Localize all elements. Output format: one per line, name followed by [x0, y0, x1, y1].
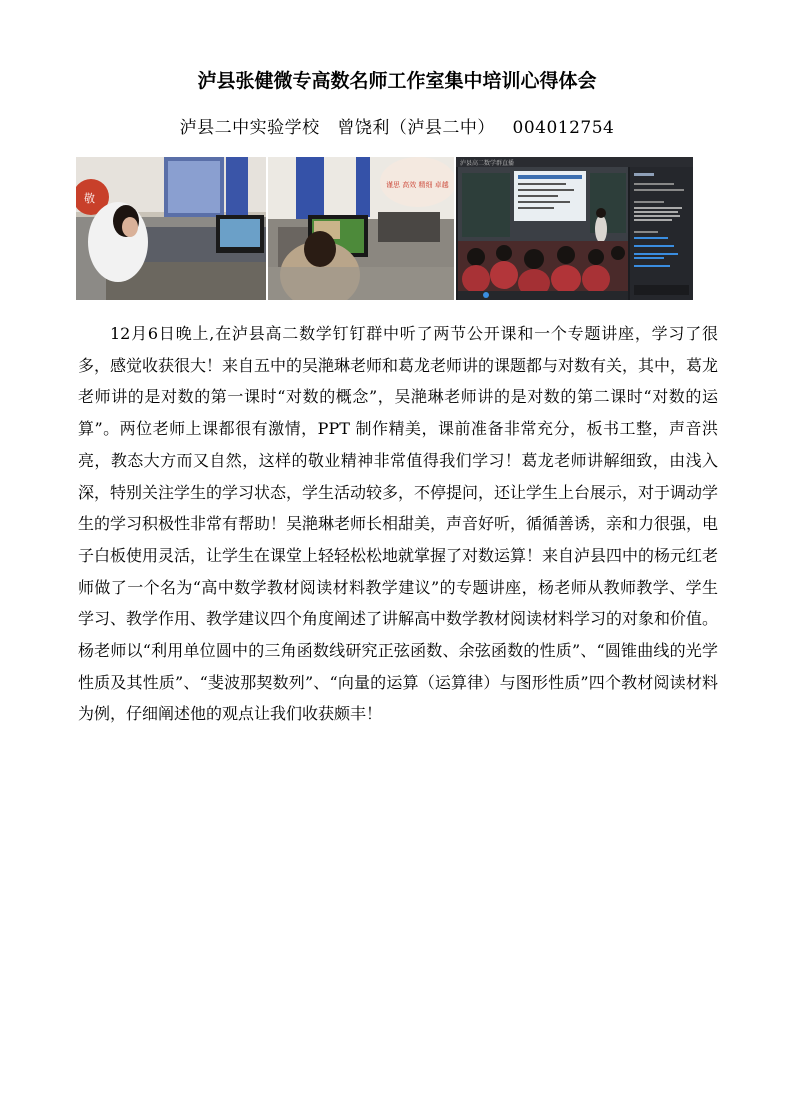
body-text: [78, 318, 718, 730]
body-paragraph: 12月6日晚上,在泸县高二数学钉钉群中听了两节公开课和一个专题讲座，学习了很多，感觉收获很大！来自五中的吴滟琳老师和葛龙老师讲的课题都与对数有关，其中，葛龙老师讲的是对数的第一课时“对数的概念”，吴滟琳老师讲的是对数的第二课时“对数的运算”。两位老师上课都很有激情，PPT 制作精美，课前准备非常充分，板书工整，声音洪亮，教态大方而又自然，这样的敬业精神非常值得我们学习！葛龙老师讲解细致，由浅入深，特别关注学生的学习状态，学生活动较多，不停提问，还让学生上台展示，对于调动学生的学习积极性非常有帮助！吴滟琳老师长相甜美，声音好听，循循善诱，亲和力很强，电子白板使用灵活，让学生在课堂上轻轻松松地就掌握了对数运算！来自泸县四中的杨元红老师做了一个名为“高中数学教材阅读材料教学建议”的专题讲座，杨老师从教师教学、学生学习、教学作用、教学建议四个角度阐述了讲解高中数学教材阅读材料学习的对象和价值。杨老师以“利用单位圆中的三角函数线研究正弦函数、余弦函数的性质”、“圆锥曲线的光学性质及其性质”、“斐波那契数列”、“向量的运算（运算律）与图形性质”四个教材阅读材料为例，仔细阐述他的观点让我们收获颇丰！: [78, 324, 719, 724]
wall-slogan-text: 谨思 高效 精细 卓越: [386, 181, 449, 189]
document-title: 泸县张健微专高数名师工作室集中培训心得体会: [197, 70, 597, 92]
photo-online-lesson-screenshot: [456, 157, 693, 300]
photo-teacher-watching-screen: [268, 157, 454, 300]
live-window-title: 泸县高二数学群直播: [460, 160, 515, 167]
banner-sign-text: 敬: [84, 192, 95, 205]
photo-teacher-at-computer: [76, 157, 266, 300]
author-line: 泸县二中实验学校 曾饶利（泸县二中） 004012754: [179, 118, 615, 138]
